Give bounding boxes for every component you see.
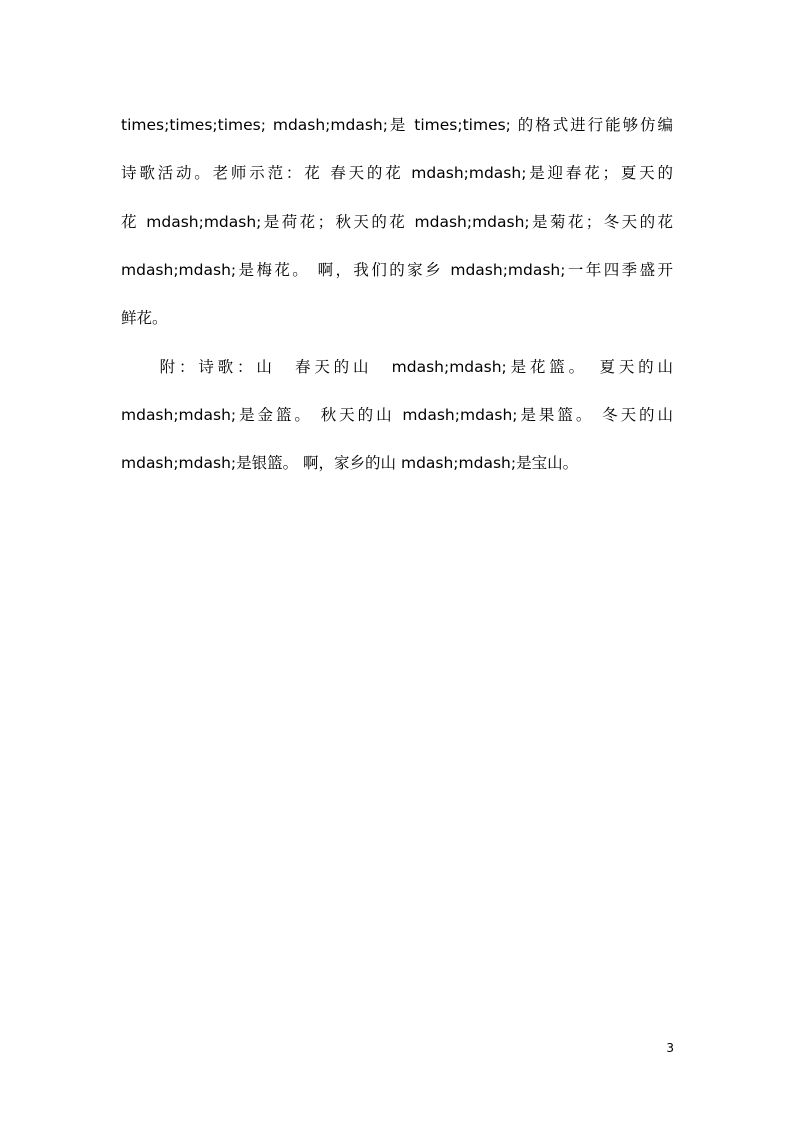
paragraph-1-line-1: times;times;times; mdash;mdash;是 times;times; 的格式进行能够仿编 xyxy=(121,115,673,134)
paragraph-1-line-2: 诗歌活动。老师示范：花 春天的花 mdash;mdash;是迎春花；夏天的 xyxy=(121,163,673,182)
paragraph-2-line-3: mdash;mdash;是银篮。 啊，家乡的山 mdash;mdash;是宝山。 xyxy=(121,453,579,472)
paragraph-1-line-3: 花 mdash;mdash;是荷花；秋天的花 mdash;mdash;是菊花；冬天的花 xyxy=(121,212,673,231)
paragraph-1-line-5: 鲜花。 xyxy=(121,308,168,327)
page-number: 3 xyxy=(666,1041,674,1055)
paragraph-2-line-2: mdash;mdash;是金篮。 秋天的山 mdash;mdash;是果篮。 冬天的山 xyxy=(121,405,673,424)
paragraph-2-line-1: 附：诗歌：山 春天的山 mdash;mdash;是花篮。 夏天的山 xyxy=(121,357,673,376)
paragraph-1-line-4: mdash;mdash;是梅花。 啊，我们的家乡 mdash;mdash;一年四季盛开 xyxy=(121,260,673,279)
